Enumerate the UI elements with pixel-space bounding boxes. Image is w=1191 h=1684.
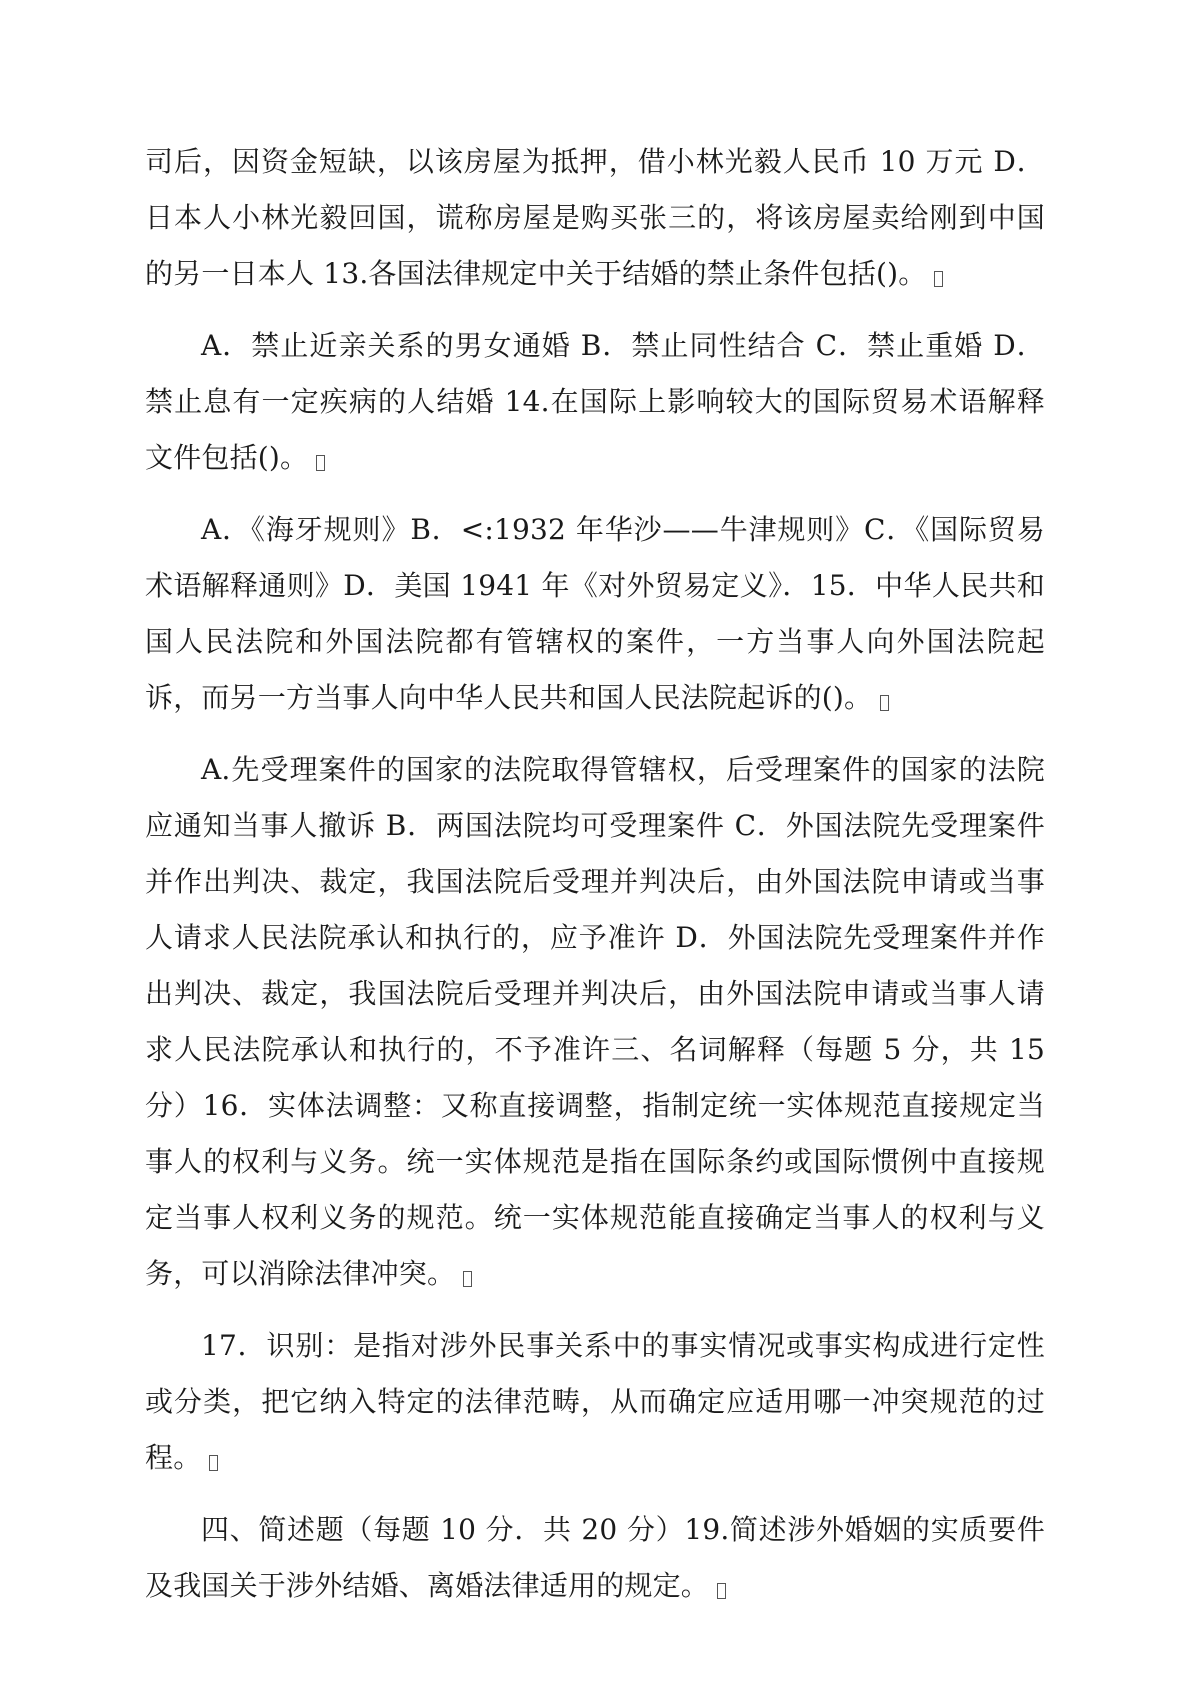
paragraph-5	[145, 1318, 1045, 1486]
paragraph-1-text: 司后，因资金短缺，以该房屋为抵押，借小林光毅人民币 10 万元 D．日本人小林光毅回国，谎称房屋是购买张三的，将该房屋卖给刚到中国的另一日本人 13.各国法律规定中关于结婚的禁止条件包括()。	[145, 145, 1045, 290]
paragraph-end-mark	[717, 1583, 726, 1599]
paragraph-end-mark	[880, 695, 889, 711]
paragraph-4	[145, 742, 1045, 1302]
paragraph-6	[145, 1502, 1045, 1614]
paragraph-end-mark	[209, 1455, 218, 1471]
paragraph-6-text: 四、简述题（每题 10 分．共 20 分）19.简述涉外婚姻的实质要件及我国关于涉外结婚、离婚法律适用的规定。	[145, 1513, 1045, 1602]
paragraph-3-text: A．《海牙规则》B．<:1932 年华沙——牛津规则》C．《国际贸易术语解释通则》D．美国 1941 年《对外贸易定义》．15．中华人民共和国人民法院和外国法院都有管辖权的案件，一方当事人向外国法院起诉，而另一方当事人向中华人民共和国人民法院起诉的()。	[145, 513, 1045, 714]
paragraph-2	[145, 318, 1045, 486]
paragraph-end-mark	[316, 455, 325, 471]
paragraph-end-mark	[463, 1271, 472, 1287]
paragraph-1	[145, 134, 1045, 302]
document-page	[145, 134, 1045, 1630]
paragraph-end-mark	[934, 271, 943, 287]
paragraph-3	[145, 502, 1045, 726]
paragraph-2-text: A．禁止近亲关系的男女通婚 B．禁止同性结合 C．禁止重婚 D．禁止息有一定疾病的人结婚 14.在国际上影响较大的国际贸易术语解释文件包括()。	[145, 329, 1045, 474]
paragraph-4-text: A.先受理案件的国家的法院取得管辖权，后受理案件的国家的法院应通知当事人撤诉 B．两国法院均可受理案件 C．外国法院先受理案件并作出判决、裁定，我国法院后受理并判决后，由外国法院申请或当事人请求人民法院承认和执行的，应予准许 D．外国法院先受理案件并作出判决、裁定，我国法院后受理并判决后，由外国法院申请或当事人请求人民法院承认和执行的，不予准许三、名词解释（每题 5 分，共 15 分）16．实体法调整：又称直接调整，指制定统一实体规范直接规定当事人的权利与义务。统一实体规范是指在国际条约或国际惯例中直接规定当事人权利义务的规范。统一实体规范能直接确定当事人的权利与义务，可以消除法律冲突。	[145, 753, 1045, 1290]
paragraph-5-text: 17．识别：是指对涉外民事关系中的事实情况或事实构成进行定性或分类，把它纳入特定的法律范畴，从而确定应适用哪一冲突规范的过程。	[145, 1329, 1045, 1474]
